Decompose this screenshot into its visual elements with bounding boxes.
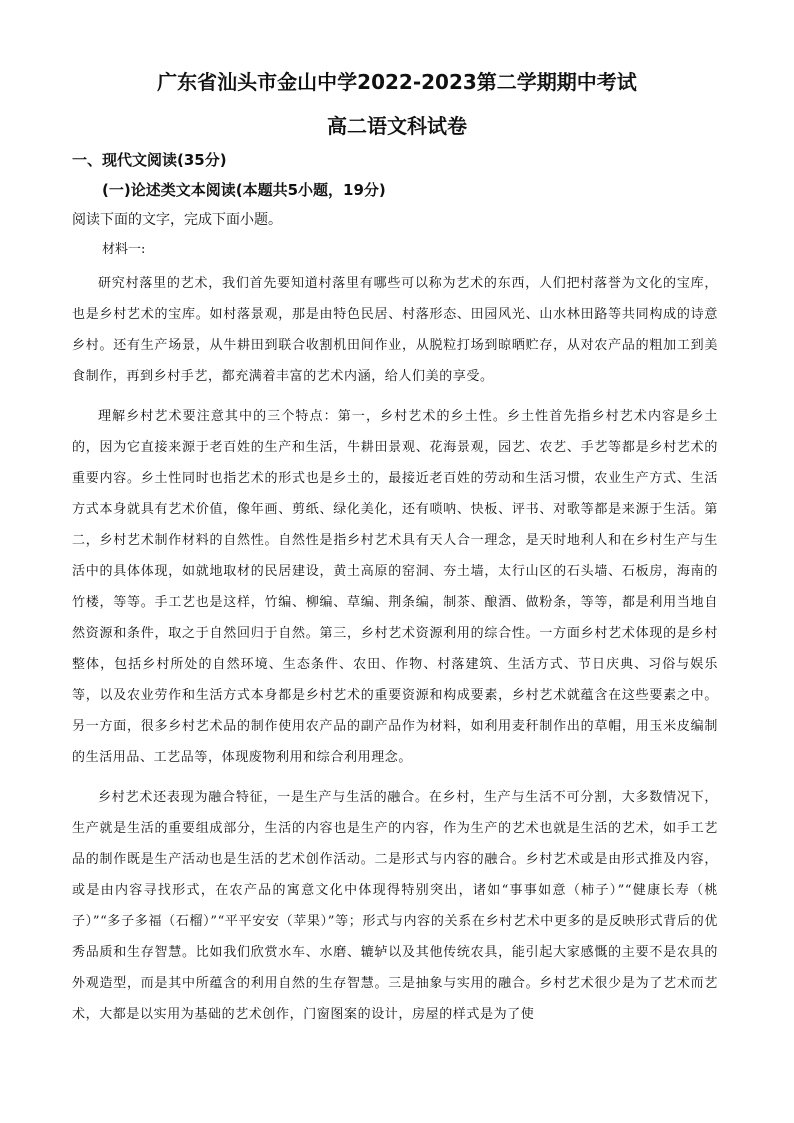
section-heading: 一、现代文阅读(35分) (72, 151, 227, 169)
paragraph-2: 理解乡村艺术要注意其中的三个特点：第一，乡村艺术的乡土性。乡土性首先指乡村艺术内容是乡土的，因为它直接来源于老百姓的生产和生活，牛耕田景观、花海景观，园艺、农艺、手艺等都是乡村艺术的重要内容。乡土性同时也指艺术的形式也是乡土的，最接近老百姓的劳动和生活习惯，农业生产方式、生活方式本身就具有艺术价值，像年画、剪纸、绿化美化，还有唢呐、快板、评书、对歌等都是来源于生活。第二，乡村艺术制作材料的自然性。自然性是指乡村艺术具有天人合一理念，是天时地利人和在乡村生产与生活中的具体体现，如就地取材的民居建设，黄土高原的窑洞、夯土墙，太行山区的石头墙、石板房，海南的竹楼，等等。手工艺也是这样，竹编、柳编、草编、荆条编，制茶、酿酒、做粉条，等等，都是利用当地自然资源和条件，取之于自然回归于自然。第三，乡村艺术资源利用的综合性。一方面乡村艺术体现的是乡村整体，包括乡村所处的自然环境、生态条件、农田、作物、村落建筑、生活方式、节日庆典、习俗与娱乐等，以及农业劳作和生活方式本身都是乡村艺术的重要资源和构成要素，乡村艺术就蕴含在这些要素之中。另一方面，很多乡村艺术品的制作使用农产品的副产品作为材料，如利用麦秆制作出的草帽，用玉米皮编制的生活用品、工艺品等，体现废物利用和综合利用理念。 (72, 409, 718, 765)
exam-subtitle: 高二语文科试卷 (327, 114, 467, 138)
article-body (72, 268, 718, 1039)
reading-instruction: 阅读下面的文字，完成下面小题。 (72, 212, 282, 228)
paragraph-1: 研究村落里的艺术，我们首先要知道村落里有哪些可以称为艺术的东西，人们把村落誉为文化的宝库，也是乡村艺术的宝库。如村落景观，那是由特色民居、村落形态、田园风光、山水林田路等共同构成的诗意乡村。还有生产场景，从牛耕田到联合收割机田间作业，从脱粒打场到晾晒贮存，从对农产品的粗加工到美食制作，再到乡村手艺，都充满着丰富的艺术内涵，给人们美的享受。 (72, 276, 718, 384)
paragraph-3: 乡村艺术还表现为融合特征，一是生产与生活的融合。在乡村，生产与生活不可分割，大多数情况下，生产就是生活的重要组成部分，生活的内容也是生产的内容，作为生产的艺术也就是生活的艺术，如手工艺品的制作既是生产活动也是生活的艺术创作活动。二是形式与内容的融合。乡村艺术或是由形式推及内容，或是由内容寻找形式，在农产品的寓意文化中体现得特别突出，诸如“事事如意（柿子）”“健康长寿（桃子）”“多子多福（石榴）”“平平安安（苹果）”等；形式与内容的关系在乡村艺术中更多的是反映形式背后的优秀品质和生存智慧。比如我们欣赏水车、水磨、辘轳以及其他传统农具，能引起大家感慨的主要不是农具的外观造型，而是其中所蕴含的利用自然的生存智慧。三是抽象与实用的融合。乡村艺术很少是为了艺术而艺术，大都是以实用为基础的艺术创作，门窗图案的设计，房屋的样式是为了使 (72, 790, 718, 1022)
exam-title: 广东省汕头市金山中学2022-2023第二学期期中考试 (157, 70, 637, 94)
subsection-heading: (一)论述类文本阅读(本题共5小题，19分) (102, 181, 386, 199)
material-label: 材料一: (102, 242, 146, 257)
